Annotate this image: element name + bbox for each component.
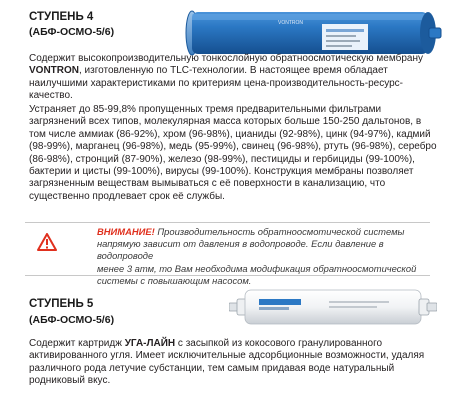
stage5-subtitle: (АБФ-ОСМО-5/6) [29, 314, 115, 326]
warning-triangle-icon [37, 233, 57, 251]
membrane-brand-label: VONTRON [278, 20, 303, 26]
stage4-paragraph-2: Устраняет до 85-99,8% пропущенных тремя предварительными фильтрами загрязнений всех типов, молекулярная масса которых больше 150-250 дальтонов, в том числе аммиак (86-92%), хром (96-98%), цианиды (92-98%), цинк (94-97%), кадмий (98-99%), марганец (96-98%), медь (95-99%), свинец (96-98%), ртуть (96-98%), серебро (86-98%), стронций (87-90%), железо (98-99%), пестициды и гербициды (99-100%), бактерии и цисты (99-100%), вирусы (99-100%). Конструкция мембраны позволяет загрязненным веществам вымываться с её поверхности в канализацию, что существенно продлевает срок её службы. [29, 104, 437, 202]
carbon-cartridge-image [229, 287, 437, 327]
stage4-title: СТУПЕНЬ 4 [29, 11, 94, 23]
stage5-title: СТУПЕНЬ 5 [29, 298, 94, 310]
warning-box [25, 222, 430, 286]
stage4-paragraph-1: Содержит высокопроизводительную тонкослойную обратноосмотическую мембрану VONTRON, изготовленную по TLC-технологии. В настоящее время обладает наилучшими характеристиками по критериям цена-производительность-ресурс- качество. [29, 53, 423, 102]
warning-text: ВНИМАНИЕ! Производительность обратноосмотической системы напрямую зависит от давления в водопроводе. Если давление в водопроводе менее 3 атм, то Вам необходима модификация обратноосмотической системы с повышающим насосом. [97, 226, 417, 286]
warning-label: ВНИМАНИЕ! [97, 226, 155, 237]
stage4-subtitle: (АБФ-ОСМО-5/6) [29, 26, 115, 38]
stage5-paragraph: Содержит картридж УГА-ЛАЙН с засыпкой из кокосового гранулированного активированного угля. Имеет исключительные адсорбционные возможности, удаляя различного рода летучие субстанции, тем самым придавая воде натуральный родниковый вкус. [29, 338, 425, 387]
ro-membrane-image [182, 4, 444, 60]
